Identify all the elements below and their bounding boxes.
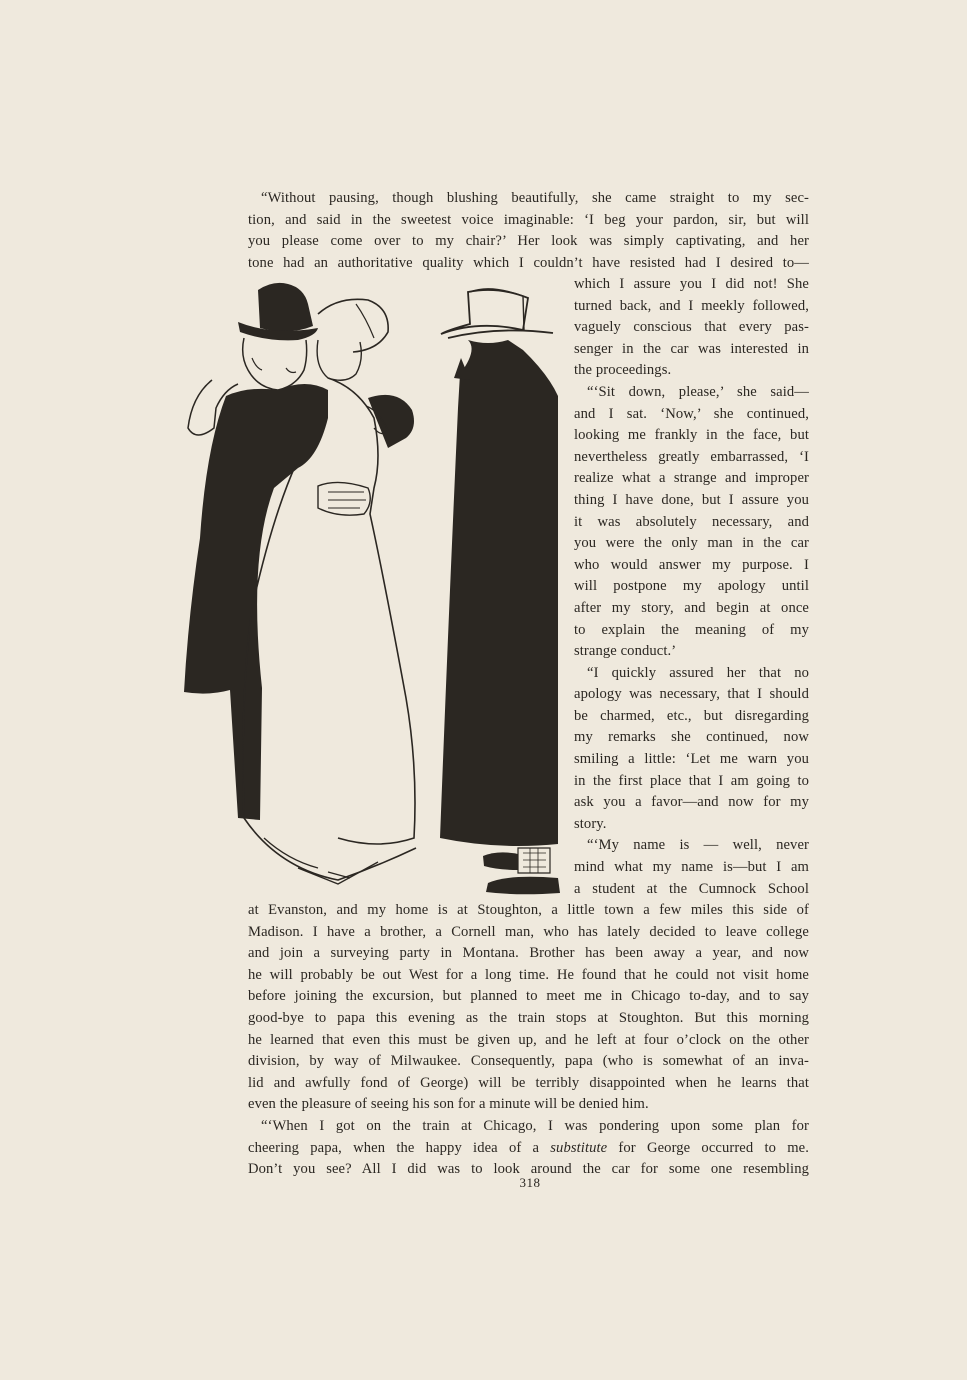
text-line: senger in the car was interested in: [574, 340, 809, 357]
text-line: in the first place that I am going to: [574, 772, 809, 789]
text-line: and join a surveying party in Montana. Brother has been away a year, and now: [248, 945, 809, 962]
text-line: and I sat. ‘Now,’ she continued,: [574, 405, 809, 422]
text-line: vaguely conscious that every pas-: [574, 319, 809, 336]
text-line: the proceedings.: [574, 362, 672, 379]
text-line: will postpone my apology until: [574, 578, 809, 595]
cloaked-man-figure: [440, 289, 560, 894]
text-line: you please come over to my chair?’ Her look was simply captivating, and her: [248, 233, 809, 250]
text-line: strange conduct.’: [574, 643, 677, 660]
text-line: to explain the meaning of my: [574, 621, 809, 638]
text-line: thing I have done, but I assure you: [574, 491, 809, 508]
text-line: Madison. I have a brother, a Cornell man, who has lately decided to leave college: [248, 923, 809, 940]
text-line: ask you a favor—and now for my: [574, 794, 809, 811]
text-line: “I quickly assured her that no: [587, 664, 809, 681]
text-line: tion, and said in the sweetest voice imaginable: ‘I beg your pardon, sir, but will: [248, 211, 809, 228]
text-line: at Evanston, and my home is at Stoughton, a little town a few miles this side of: [248, 902, 809, 918]
text-line: “‘Sit down, please,’ she said—: [587, 383, 809, 400]
text-line: mind what my name is—but I am: [574, 859, 809, 876]
text-line: smiling a little: ‘Let me warn you: [574, 751, 809, 768]
side-column-text: [574, 274, 809, 900]
text-line: Don’t you see? All I did was to look around the car for some one resembling: [248, 1161, 809, 1178]
text-line: apology was necessary, that I should: [574, 686, 809, 703]
text-line: before joining the excursion, but planned to meet me in Chicago to-day, and to say: [248, 988, 809, 1005]
text-line: he will probably be out West for a long time. He found that he could not visit home: [248, 966, 809, 983]
embracing-couple-figure: [184, 283, 416, 884]
text-line: “‘When I got on the train at Chicago, I was pondering upon some plan for: [261, 1117, 809, 1134]
text-line: story.: [574, 815, 607, 832]
text-line: a student at the Cumnock School: [574, 880, 809, 897]
page-number: 318: [519, 1175, 541, 1190]
top-paragraph: [248, 188, 809, 274]
text-line: nevertheless greatly embarrassed, ‘I: [574, 448, 809, 465]
text-line: [248, 1138, 809, 1160]
text-line: realize what a strange and improper: [574, 470, 809, 487]
text-line: after my story, and begin at once: [574, 599, 809, 616]
text-line: even the pleasure of seeing his son for a minute will be denied him.: [248, 1096, 649, 1113]
text-line: tone had an authoritative quality which I couldn’t have resisted had I desired to—: [248, 254, 809, 271]
text-line: division, by way of Milwaukee. Consequently, papa (who is somewhat of an inva-: [248, 1053, 809, 1070]
text-fragment: cheering papa, when the happy idea of a: [248, 1139, 551, 1156]
italic-word: substitute: [550, 1139, 608, 1156]
illustration: [178, 278, 563, 898]
text-fragment: for George occurred to me.: [607, 1139, 810, 1156]
text-line: my remarks she continued, now: [574, 729, 809, 746]
text-line: who would answer my purpose. I: [574, 556, 809, 573]
text-line: “‘My name is — well, never: [587, 837, 809, 854]
text-line: you were the only man in the car: [574, 535, 809, 552]
engraving-couple-and-man-in-coat: [178, 278, 563, 898]
text-line: be charmed, etc., but disregarding: [574, 707, 809, 724]
text-line: turned back, and I meekly followed,: [574, 297, 809, 314]
text-line: which I assure you I did not! She: [574, 276, 809, 292]
text-line: looking me frankly in the face, but: [574, 427, 809, 444]
text-line: lid and awfully fond of George) will be terribly disappointed when he learns that: [248, 1074, 809, 1091]
text-line: he learned that even this must be given up, and he left at four o’clock on the other: [248, 1031, 809, 1048]
text-line: “Without pausing, though blushing beautifully, she came straight to my sec-: [261, 190, 809, 206]
text-line: it was absolutely necessary, and: [574, 513, 809, 530]
text-line: good-bye to papa this evening as the train stops at Stoughton. But this morning: [248, 1009, 809, 1026]
bottom-paragraph: [248, 900, 809, 1181]
